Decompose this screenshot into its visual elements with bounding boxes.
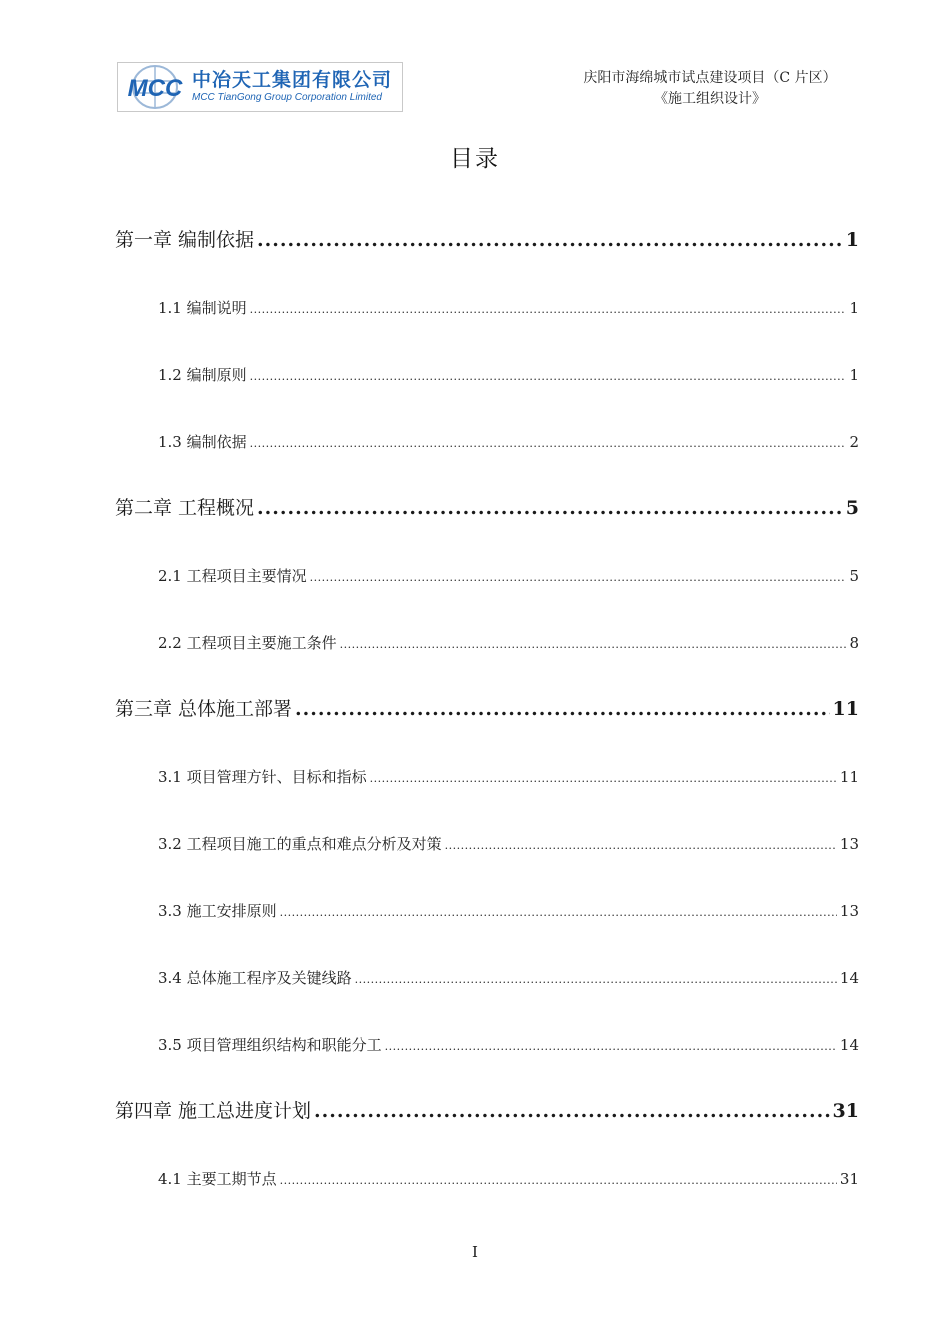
toc-section-2-1[interactable] [158,565,859,586]
toc-entry-label: 4.1 主要工期节点 [158,1170,277,1188]
toc-entry-label: 3.5 项目管理组织结构和职能分工 [158,1036,382,1054]
toc-entry-label: 1.3 编制依据 [158,433,247,451]
toc-page-number: 1 [849,299,859,317]
toc-page-number: 14 [839,1036,859,1054]
mcc-logo-icon [120,63,190,111]
dot-leader [280,906,837,919]
dot-leader [370,772,837,785]
toc-chapter-4[interactable] [115,1096,859,1123]
dot-leader [250,303,847,316]
page-number-footer: I [472,1243,478,1261]
toc-page-number: 14 [839,969,859,987]
dot-leader [310,571,847,584]
toc-section-3-2[interactable] [158,833,859,854]
dot-leader [385,1040,837,1053]
toc-entry-label: 1.1 编制说明 [158,299,247,317]
toc-page-number: 1 [849,366,859,384]
toc-page-number: 13 [839,902,859,920]
dot-leader [295,698,830,720]
toc-section-3-3[interactable] [158,900,859,921]
toc-page-number: 5 [849,567,859,585]
toc-chapter-1[interactable] [115,225,859,252]
dot-leader [280,1174,837,1187]
toc-section-1-1[interactable] [158,297,859,318]
company-logo [117,62,403,112]
page-title: 目录 [450,146,500,172]
toc-section-3-1[interactable] [158,766,859,787]
toc-entry-label: 3.3 施工安排原则 [158,902,277,920]
company-name-cn: 中冶天工集团有限公司 [192,69,393,91]
toc-page-number: 13 [839,835,859,853]
toc-page-number: 8 [849,634,859,652]
toc-section-3-4[interactable] [158,967,859,988]
toc-section-3-5[interactable] [158,1034,859,1055]
document-header [540,68,880,110]
toc-entry-label: 第二章 工程概况 [115,497,255,519]
dot-leader [445,839,837,852]
dot-leader [340,638,847,651]
toc-page-number: 11 [839,768,859,786]
toc-page-number: 2 [849,433,859,451]
company-name-en: MCC TianGong Group Corporation Limited [192,92,382,103]
toc-entry-label: 1.2 编制原则 [158,366,247,384]
toc-page-number: 31 [839,1170,859,1188]
toc-entry-label: 3.2 工程项目施工的重点和难点分析及对策 [158,835,442,853]
toc-entry-label: 第一章 编制依据 [115,229,255,251]
toc-section-1-3[interactable] [158,431,859,452]
dot-leader [250,437,847,450]
logo-mark-text: MCC [127,75,183,102]
document-name: 《施工组织设计》 [654,91,766,107]
dot-leader [250,370,847,383]
dot-leader [355,973,837,986]
toc-entry-label: 第三章 总体施工部署 [115,698,293,720]
toc-page-number: 11 [832,698,859,720]
toc-section-4-1[interactable] [158,1168,859,1189]
project-name: 庆阳市海绵城市试点建设项目（C 片区） [583,70,837,86]
toc-entry-label: 3.4 总体施工程序及关键线路 [158,969,352,987]
toc-page-number: 1 [845,229,859,251]
toc-entry-label: 第四章 施工总进度计划 [115,1100,312,1122]
dot-leader [314,1100,830,1122]
dot-leader [257,229,843,251]
toc-page-number: 5 [845,497,859,519]
toc-page-number: 31 [832,1100,859,1122]
toc-entry-label: 2.1 工程项目主要情况 [158,567,307,585]
dot-leader [257,497,843,519]
toc-entry-label: 2.2 工程项目主要施工条件 [158,634,337,652]
toc-section-2-2[interactable] [158,632,859,653]
toc-chapter-2[interactable] [115,493,859,520]
toc-entry-label: 3.1 项目管理方针、目标和指标 [158,768,367,786]
toc-chapter-3[interactable] [115,694,859,721]
toc-section-1-2[interactable] [158,364,859,385]
